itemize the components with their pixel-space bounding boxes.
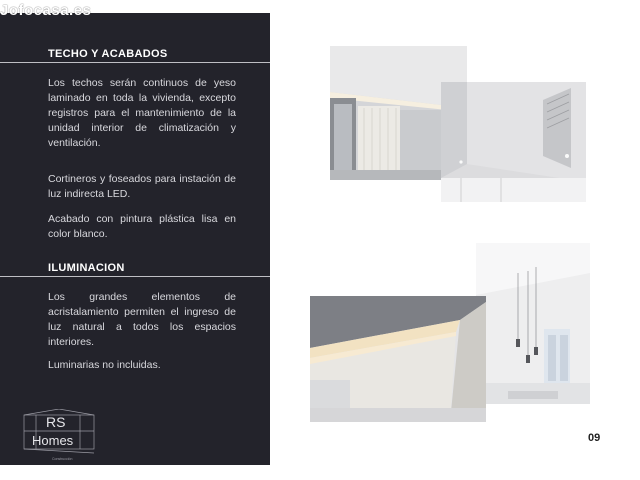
page-number: 09	[588, 432, 601, 444]
logo-tagline: Construcción	[52, 457, 73, 461]
section-title-techo: TECHO Y ACABADOS	[48, 48, 168, 60]
site-watermark: Jofocasa.es	[0, 2, 92, 19]
photo-cove-lighting	[310, 296, 486, 422]
text-panel	[0, 13, 270, 465]
logo-text-rs: RS	[46, 414, 66, 430]
section-divider-techo	[0, 62, 270, 63]
paragraph-techo-1: Los techos serán continuos de yeso laminado en toda la vivienda, excepto registros para el mantenimiento de la unidad interior de climatización y ventilación.	[48, 77, 236, 149]
paragraph-techo-3: Acabado con pintura plástica lisa en color blanco.	[48, 213, 236, 240]
photo-pendant-lights	[476, 243, 590, 404]
logo-text-homes: Homes	[32, 433, 74, 448]
rs-homes-logo	[22, 409, 98, 465]
paragraph-iluminacion-1: Los grandes elementos de acristalamiento permiten el ingreso de luz natural a todos los espacios interiores.	[48, 291, 236, 348]
section-title-iluminacion: ILUMINACION	[48, 262, 125, 274]
photo-ceiling-vent	[441, 82, 586, 202]
section-divider-iluminacion	[0, 276, 270, 277]
paragraph-techo-2: Cortineros y foseados para instación de luz indirecta LED.	[48, 173, 236, 200]
paragraph-iluminacion-2: Luminarias no incluidas.	[48, 359, 161, 371]
